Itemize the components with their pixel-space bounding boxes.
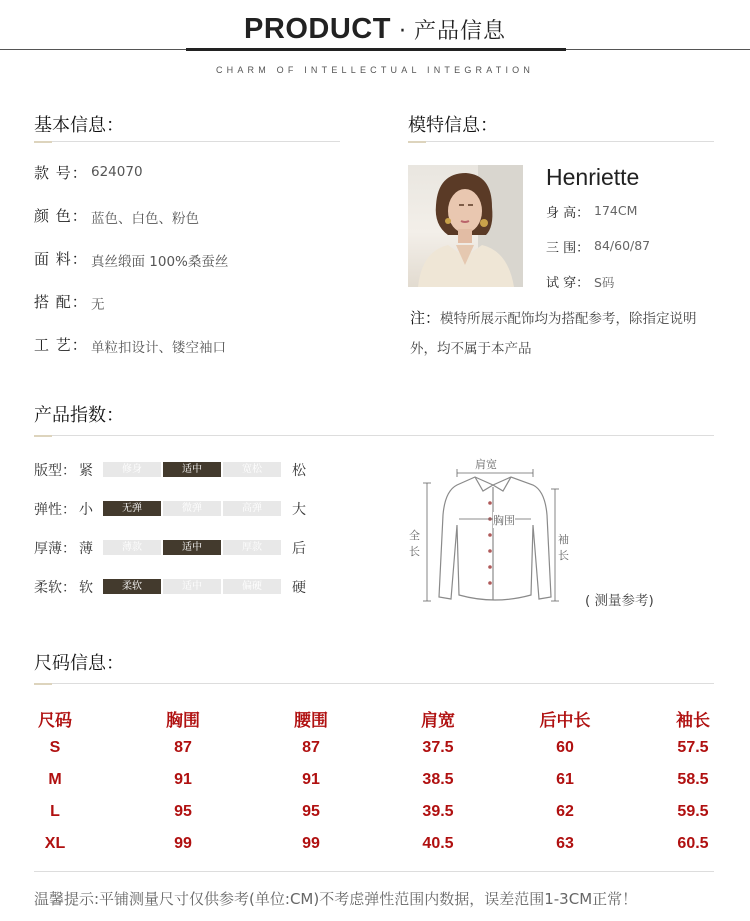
size-cell: 37.5	[422, 739, 454, 756]
index-label: 柔软：	[34, 580, 76, 596]
model-note-text: 模特所展示配饰均为搭配参考，除指定说明外，均不属于本产品	[410, 311, 697, 357]
size-cell: L	[50, 803, 60, 820]
product-index-divider	[34, 435, 714, 436]
index-left-label: 小	[79, 502, 93, 518]
index-option: 高弹	[223, 501, 281, 516]
index-label: 厚薄：	[34, 541, 76, 557]
model-info-accent	[408, 141, 426, 143]
size-cell: 40.5	[422, 835, 454, 852]
model-info-value: 174CM	[594, 203, 638, 218]
measurement-diagram	[405, 455, 580, 620]
index-right-label: 后	[292, 541, 306, 557]
index-option: 厚款	[223, 540, 281, 555]
length-label-2: 长	[409, 545, 420, 558]
basic-info-label: 颜 色：	[34, 207, 88, 225]
model-photo	[408, 165, 523, 287]
model-info-label: 身 高：	[546, 206, 590, 221]
size-cell: 57.5	[677, 739, 709, 756]
index-label: 版型：	[34, 463, 76, 479]
model-info-value: S码	[594, 275, 615, 290]
index-label: 弹性：	[34, 502, 76, 518]
size-info-accent	[34, 683, 52, 685]
size-table-bottom-divider	[34, 871, 714, 872]
index-right-label: 松	[292, 463, 306, 479]
basic-info-label: 搭 配：	[34, 293, 88, 311]
index-left-label: 薄	[79, 541, 93, 557]
basic-info-heading: 基本信息：	[34, 115, 124, 136]
size-cell: XL	[44, 835, 66, 852]
index-left-label: 软	[79, 580, 93, 596]
index-option: 无弹	[103, 501, 161, 516]
size-column-header: 腰围	[294, 711, 328, 731]
size-cell: M	[48, 771, 62, 788]
size-column-header: 胸围	[166, 711, 200, 731]
index-option: 柔软	[103, 579, 161, 594]
header-title-dot: ·	[398, 19, 406, 44]
size-cell: 63	[556, 835, 574, 852]
basic-info-label: 工 艺：	[34, 336, 88, 354]
model-note	[410, 303, 720, 364]
model-note-label: 注：	[410, 309, 441, 327]
model-info-label: 试 穿：	[546, 276, 590, 291]
size-cell: 39.5	[422, 803, 454, 820]
sleeve-label-2: 长	[558, 549, 569, 562]
size-cell: 87	[174, 739, 192, 756]
size-cell: S	[49, 739, 61, 756]
size-cell: 91	[174, 771, 192, 788]
diagram-caption: ( 测量参考)	[585, 593, 654, 609]
index-option: 微弹	[163, 501, 221, 516]
model-info-heading: 模特信息：	[408, 115, 498, 136]
size-column-header: 后中长	[539, 711, 591, 731]
index-option: 宽松	[223, 462, 281, 477]
index-option: 偏硬	[223, 579, 281, 594]
size-info-heading: 尺码信息：	[34, 653, 124, 674]
index-option: 适中	[163, 579, 221, 594]
size-cell: 99	[302, 835, 320, 852]
size-info-divider	[34, 683, 714, 684]
model-info-divider	[408, 141, 714, 142]
size-cell: 59.5	[677, 803, 709, 820]
header-title-en: PRODUCT	[244, 13, 391, 45]
size-cell: 60	[556, 739, 574, 756]
size-column-header: 袖长	[676, 711, 710, 731]
model-name: Henriette	[546, 164, 640, 190]
index-option: 修身	[103, 462, 161, 477]
length-label-1: 全	[409, 529, 420, 542]
index-option: 适中	[163, 462, 221, 477]
size-cell: 58.5	[677, 771, 709, 788]
size-cell: 91	[302, 771, 320, 788]
size-cell: 38.5	[422, 771, 454, 788]
basic-info-accent	[34, 141, 52, 143]
basic-info-value: 624070	[91, 164, 143, 180]
shoulder-label: 肩宽	[475, 458, 497, 471]
product-index-accent	[34, 435, 52, 437]
size-cell: 95	[302, 803, 320, 820]
size-cell: 62	[556, 803, 574, 820]
page-header-title	[0, 12, 750, 46]
basic-info-label: 款 号：	[34, 164, 88, 182]
model-info-label: 三 围：	[546, 241, 590, 256]
basic-info-value: 蓝色、白色、粉色	[91, 211, 199, 227]
footer-tip: 温馨提示:平铺测量尺寸仅供参考(单位:CM)不考虑弹性范围内数据，误差范围1-3CM正常！	[34, 890, 638, 908]
size-column-header: 尺码	[38, 711, 72, 731]
index-right-label: 大	[292, 502, 306, 518]
size-cell: 61	[556, 771, 574, 788]
basic-info-label: 面 料：	[34, 250, 88, 268]
index-right-label: 硬	[292, 580, 306, 596]
index-option: 适中	[163, 540, 221, 555]
index-option: 薄款	[103, 540, 161, 555]
model-info-value: 84/60/87	[594, 238, 651, 253]
header-underline	[186, 48, 566, 51]
index-left-label: 紧	[79, 463, 93, 479]
shirt-outline-icon	[405, 455, 580, 620]
product-index-heading: 产品指数：	[34, 405, 124, 426]
size-cell: 87	[302, 739, 320, 756]
sleeve-label-1: 袖	[558, 533, 569, 546]
basic-info-value: 真丝缎面 100%桑蚕丝	[91, 254, 229, 270]
chest-label: 胸围	[493, 514, 515, 527]
header-title-cn: 产品信息	[413, 19, 506, 44]
size-column-header: 肩宽	[421, 711, 455, 731]
header-subtitle: CHARM OF INTELLECTUAL INTEGRATION	[215, 65, 535, 75]
size-cell: 60.5	[677, 835, 709, 852]
size-cell: 95	[174, 803, 192, 820]
size-cell: 99	[174, 835, 192, 852]
basic-info-value: 单粒扣设计、镂空袖口	[91, 340, 226, 356]
basic-info-value: 无	[91, 297, 105, 313]
basic-info-divider	[34, 141, 340, 142]
